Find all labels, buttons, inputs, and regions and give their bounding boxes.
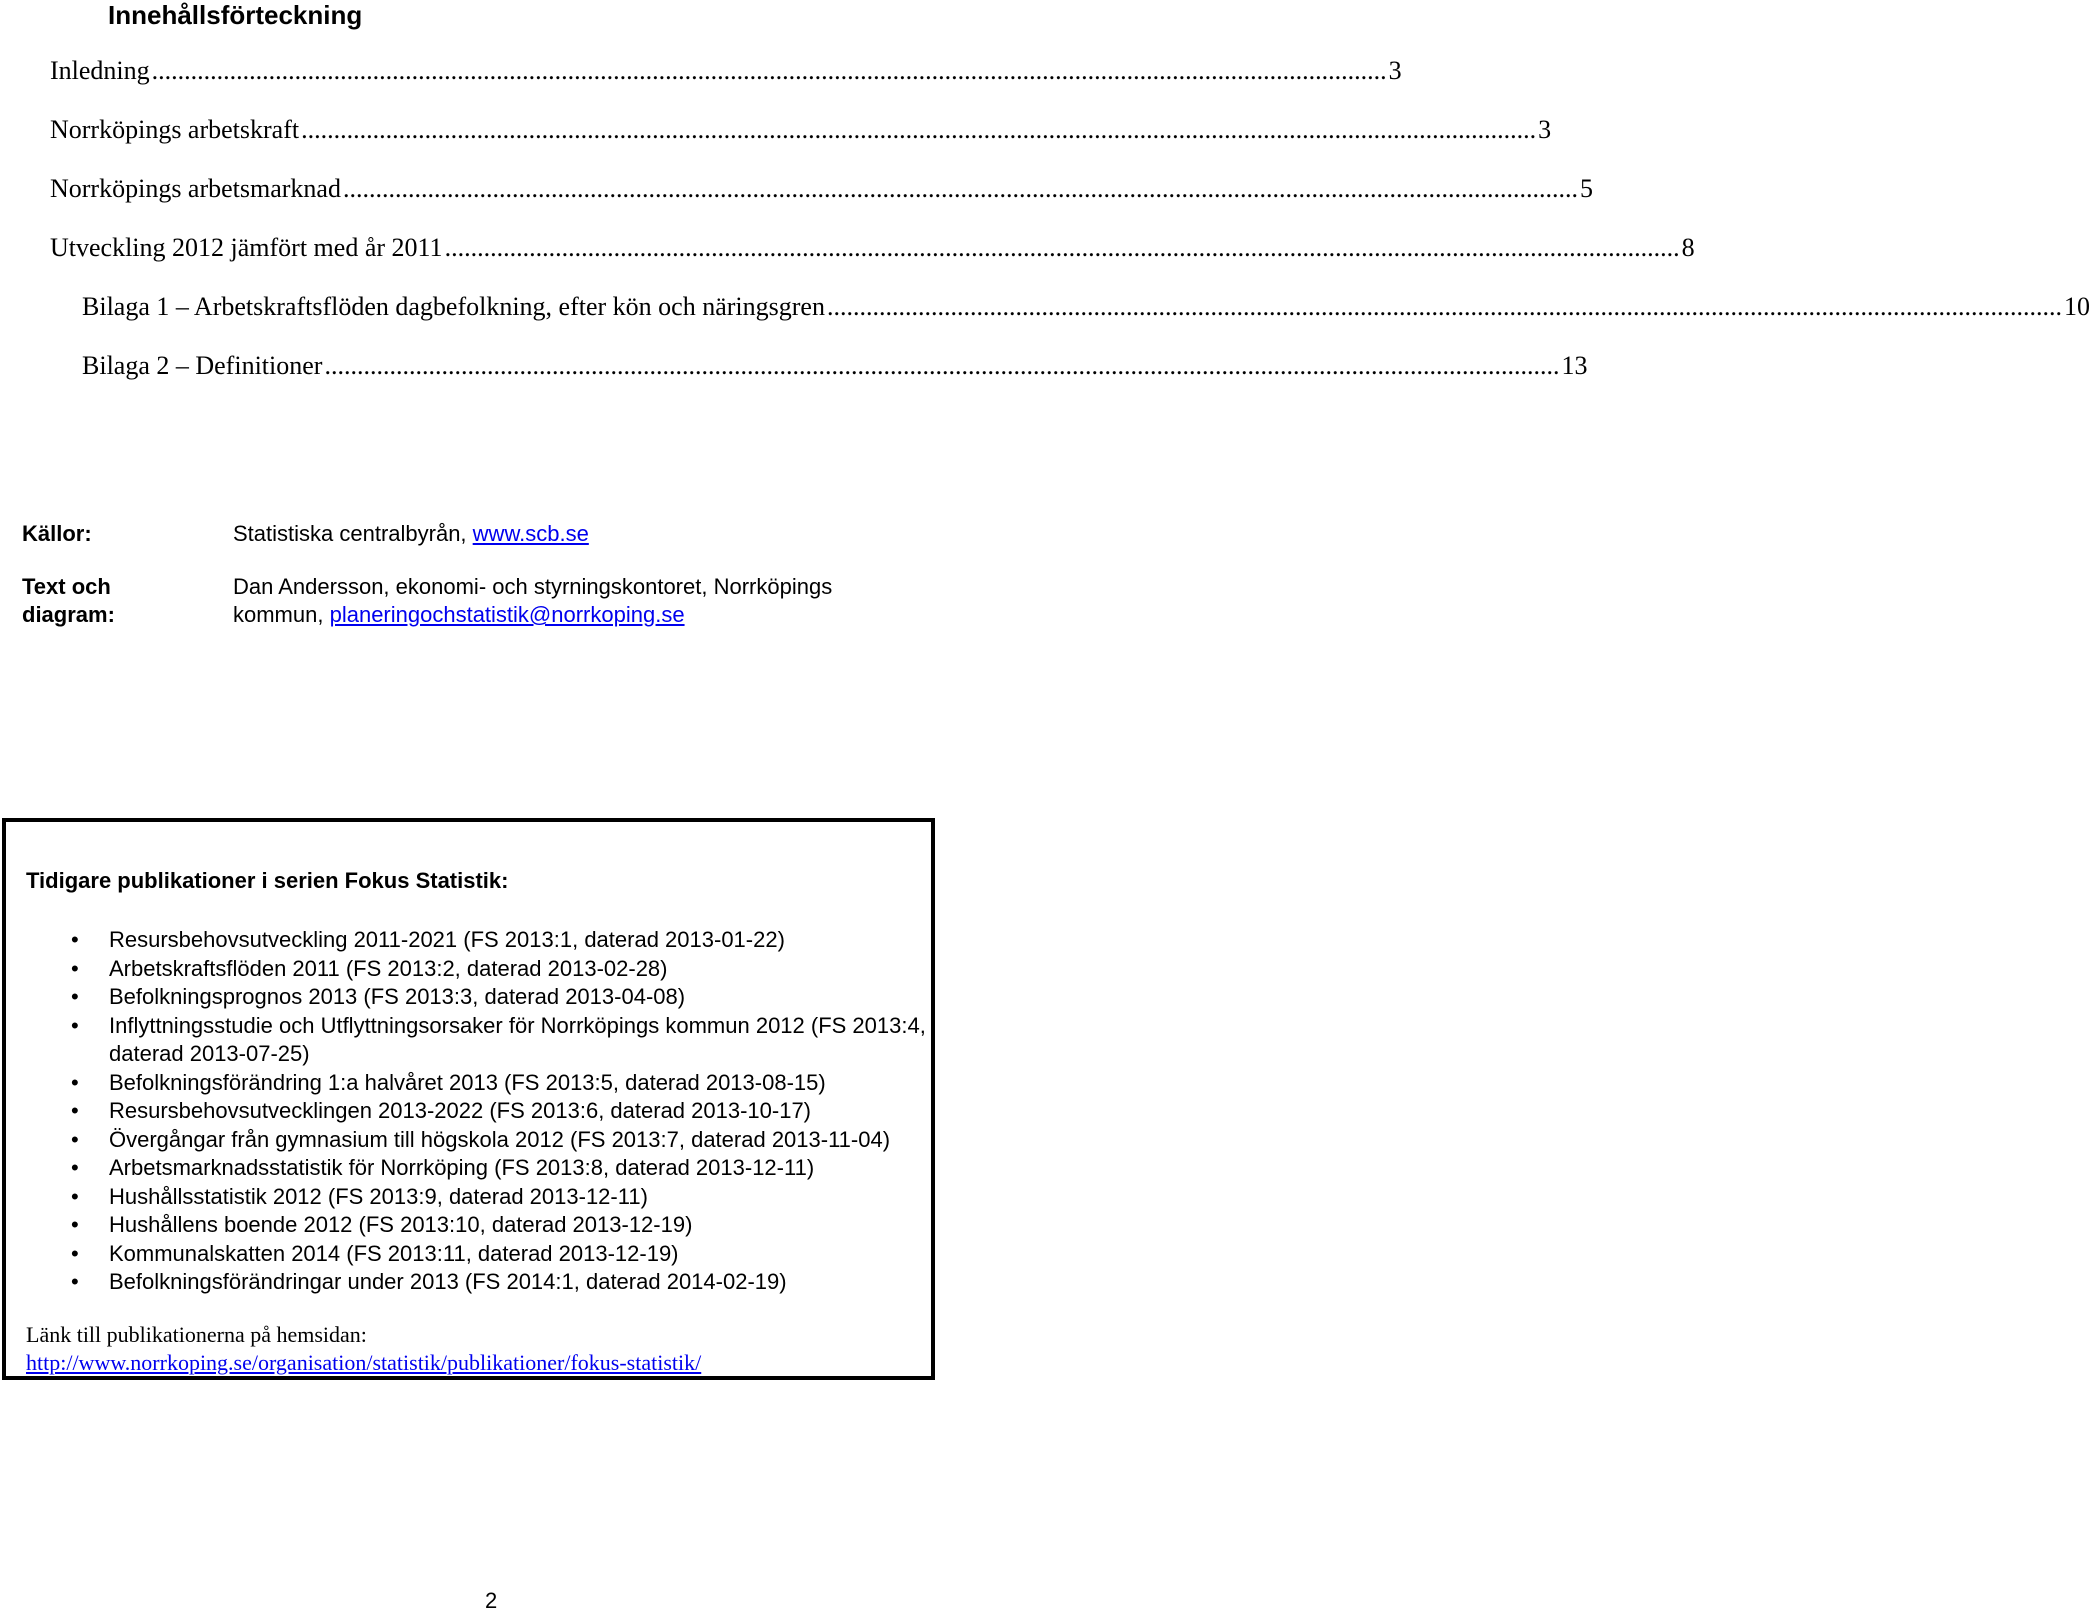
bullet-icon: • [71,984,79,1009]
page-number: 2 [485,1588,498,1613]
list-item [6,1069,949,1098]
publication-title: Hushållens boende 2012 (FS 2013:10, daterad 2013-12-19) [109,1212,693,1237]
scb-link[interactable]: www.scb.se [472,521,589,546]
toc-entry-label: Norrköpings arbetsmarknad [50,174,341,203]
list-item [6,955,949,984]
list-item [6,1240,949,1269]
toc-entry-label: Bilaga 1 – Arbetskraftsflöden dagbefolkning, efter kön och näringsgren [82,292,825,321]
bullet-icon: • [71,955,79,981]
list-item [6,1012,949,1069]
bullet-icon: • [71,1269,79,1294]
bullet-icon: • [71,1012,79,1038]
bullet-icon: • [71,1155,79,1180]
toc-leader-dots: .............................................................................................................................................................................................. [324,351,1560,380]
toc-entry-bilaga-2[interactable] [82,351,1588,381]
publications-link[interactable]: http://www.norrkoping.se/organisation/statistik/publikationer/fokus-statistik/ [26,1350,702,1375]
toc-entry-page: 5 [1579,174,1593,203]
publications-title: Tidigare publikationer i serien Fokus Statistik: [26,868,509,893]
publication-title: Inflyttningsstudie och Utflyttningsorsaker för Norrköpings kommun 2012 (FS 2013:4, daterad 2013-07-25) [109,1012,926,1066]
publications-box [2,818,935,1380]
toc-title: Innehållsförteckning [108,0,363,30]
list-item [6,1211,949,1240]
toc-entry-utveckling[interactable] [50,233,1695,263]
bullet-icon: • [71,1069,79,1095]
publication-title: Befolkningsförändring 1:a halvåret 2013 (FS 2013:5, daterad 2013-08-15) [109,1069,826,1095]
publication-title: Övergångar från gymnasium till högskola 2012 (FS 2013:7, daterad 2013-11-04) [109,1126,891,1152]
list-item [6,1268,949,1297]
publication-title: Resursbehovsutveckling 2011-2021 (FS 2013:1, daterad 2013-01-22) [109,927,785,952]
toc-leader-dots: .............................................................................................................................................................................................. [444,233,1680,262]
toc-entry-bilaga-1[interactable] [82,292,2090,322]
bullet-icon: • [71,1126,79,1152]
toc-entry-page: 3 [1538,115,1552,144]
toc-leader-dots: .............................................................................................................................................................................................. [301,115,1537,144]
toc-leader-dots: .............................................................................................................................................................................................. [342,174,1578,203]
bullet-icon: • [71,1240,79,1266]
bullet-icon: • [71,1183,79,1209]
toc-entry-arbetsmarknad[interactable] [50,174,1593,204]
sources-text: Statistiska centralbyrån, [233,521,473,546]
sources-label: Källor: [22,521,92,546]
publication-title: Arbetskraftsflöden 2011 (FS 2013:2, daterad 2013-02-28) [109,955,668,981]
toc-entry-label: Bilaga 2 – Definitioner [82,351,323,380]
toc-leader-dots: .............................................................................................................................................................................................. [826,292,2062,321]
bullet-icon: • [71,1098,79,1123]
toc-entry-page: 10 [2063,292,2090,321]
author-text: Dan Andersson, ekonomi- och styrningskontoret, Norrköpings kommun, [233,574,833,627]
publication-title: Befolkningsprognos 2013 (FS 2013:3, daterad 2013-04-08) [109,984,686,1009]
toc-leader-dots: .............................................................................................................................................................................................. [151,56,1387,85]
list-item [6,1126,949,1155]
publications-link-label: Länk till publikationerna på hemsidan: [26,1322,367,1347]
publication-title: Hushållsstatistik 2012 (FS 2013:9, daterad 2013-12-11) [109,1183,648,1209]
toc-entry-inledning[interactable] [50,56,1402,86]
toc-entry-label: Utveckling 2012 jämfört med år 2011 [50,233,443,262]
list-item [6,1183,949,1212]
publication-title: Resursbehovsutvecklingen 2013-2022 (FS 2013:6, daterad 2013-10-17) [109,1098,812,1123]
toc-entry-label: Inledning [50,56,150,85]
list-item [6,926,949,955]
toc-entry-page: 13 [1561,351,1588,380]
bullet-icon: • [71,927,79,952]
text-and-diagram-label: Text och diagram: [22,574,115,627]
toc-entry-page: 3 [1388,56,1402,85]
toc-entry-label: Norrköpings arbetskraft [50,115,300,144]
toc-entry-arbetskraft[interactable] [50,115,1552,145]
list-item [6,1154,949,1183]
publications-list [6,926,949,1297]
list-item [6,983,949,1012]
bullet-icon: • [71,1212,79,1237]
email-link[interactable]: planeringochstatistik@norrkoping.se [329,602,685,627]
author-value [233,573,913,629]
publication-title: Kommunalskatten 2014 (FS 2013:11, daterad 2013-12-19) [109,1240,679,1266]
list-item [6,1097,949,1126]
sources-value [233,520,913,548]
publication-title: Befolkningsförändringar under 2013 (FS 2014:1, daterad 2014-02-19) [109,1269,787,1294]
publication-title: Arbetsmarknadsstatistik för Norrköping (FS 2013:8, daterad 2013-12-11) [109,1155,815,1180]
toc-entry-page: 8 [1681,233,1695,262]
